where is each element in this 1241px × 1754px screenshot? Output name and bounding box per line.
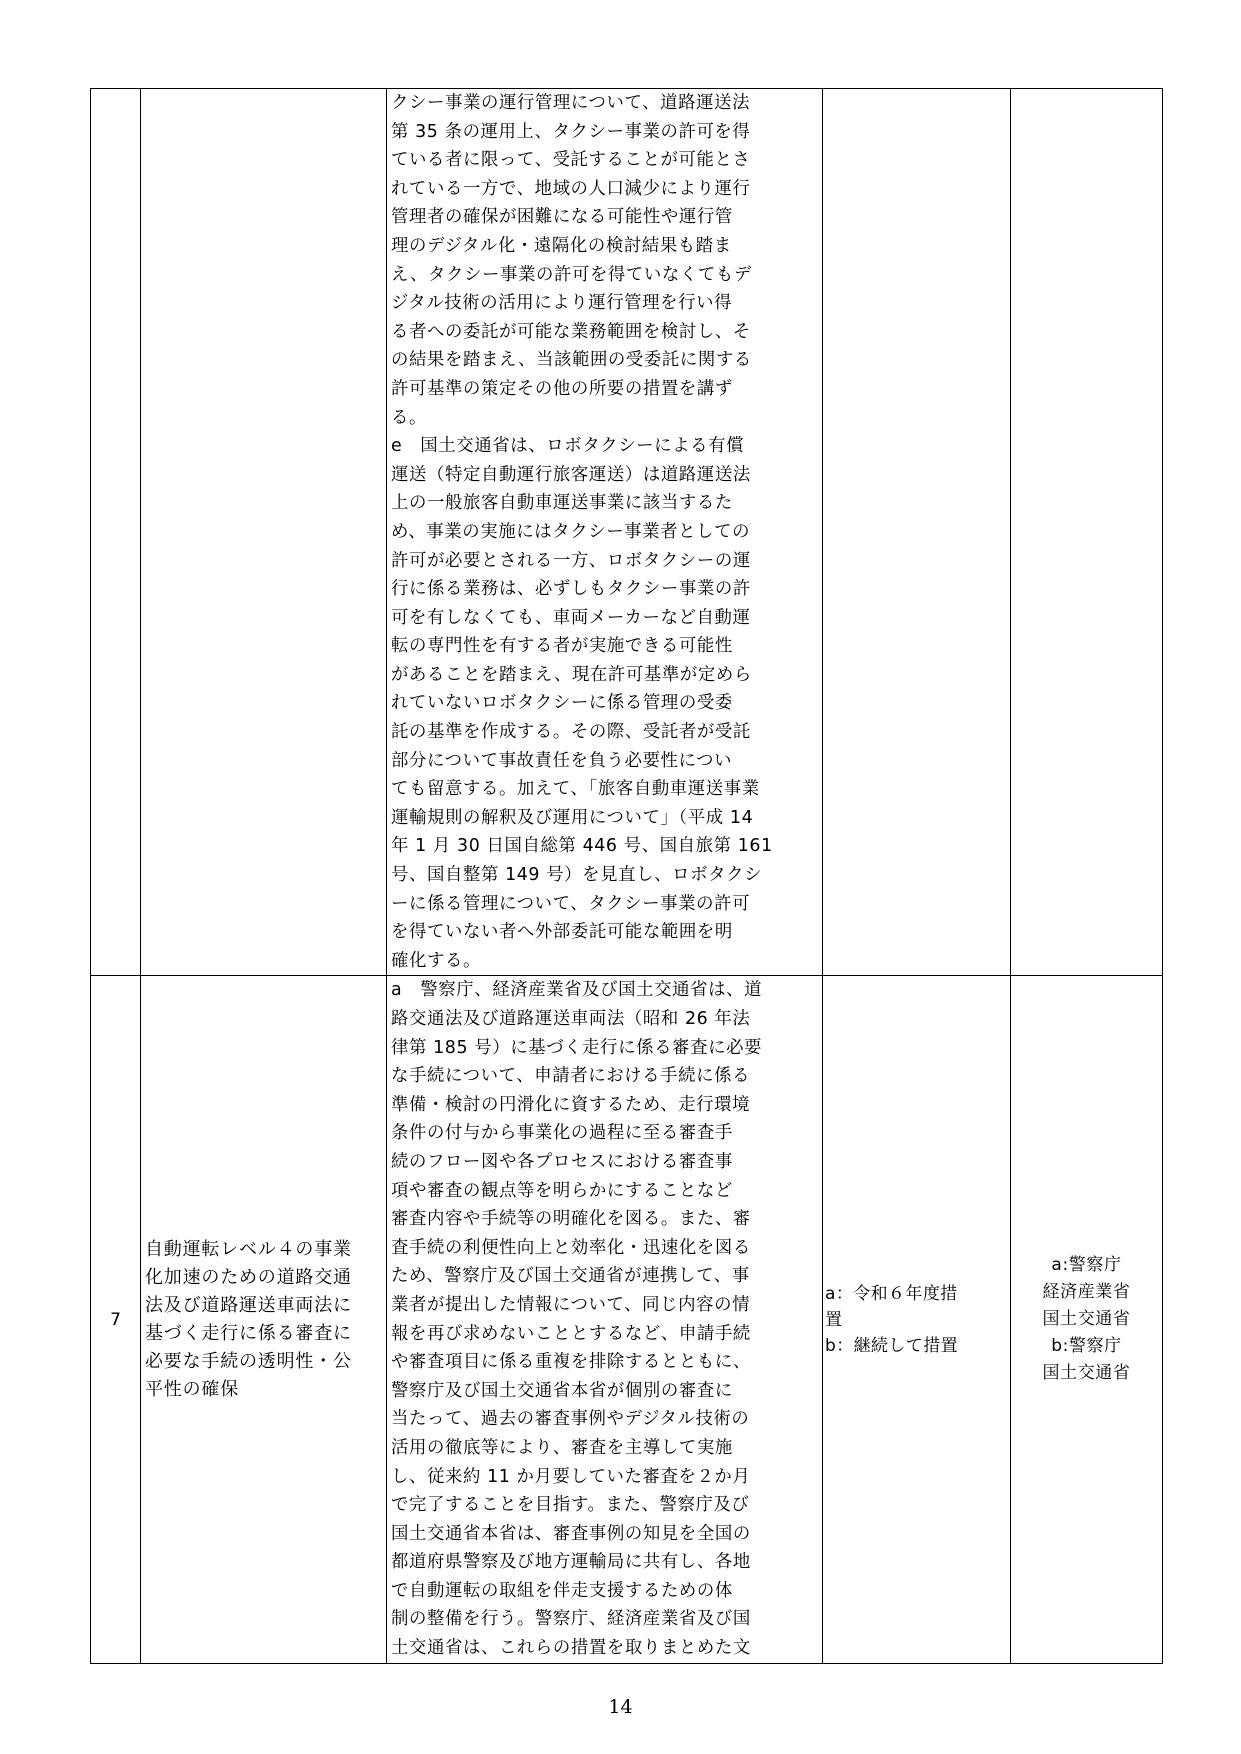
responsible-agencies: a:警察庁 経済産業省 国土交通省 b:警察庁 国土交通省 bbox=[1042, 1255, 1131, 1384]
number-cell bbox=[91, 89, 141, 976]
item-cell bbox=[141, 89, 387, 976]
content-cell bbox=[387, 89, 823, 976]
period-cell bbox=[823, 89, 1011, 976]
row-number: 7 bbox=[110, 1309, 121, 1330]
item-cell bbox=[141, 976, 387, 1663]
measure-content-text: クシー事業の運行管理について、道路運送法 第 35 条の運用上、タクシー事業の許可を得 ている者に限って、受託することが可能とさ れている一方で、地域の人口減少により運行 管理者の確保が困難になる可能性や運行管 理のデジタル化・遠隔化の検討結果も踏ま え、タクシー事業の許可を得ていなくてもデ ジタル技術の活用により運行管理を行い得 る者への委託が可能な業務範囲を検討し、そ の結果を踏まえ、当該範囲の受委託に関する 許可基準の策定その他の所要の措置を講ず る。 e 国土交通省は、ロボタクシーによる有償 運送（特定自動運行旅客運送）は道路運送法 上の一般旅客自動車運送事業に該当するた め、事業の実施にはタクシー事業者としての 許可が必要とされる一方、ロボタクシーの運 行に係る業務は、必ずしもタクシー事業の許 可を有しなくても、車両メーカーなど自動運 転の専門性を有する者が実施できる可能性 があることを踏まえ、現在許可基準が定めら れていないロボタクシーに係る管理の受委 託の基準を作成する。その際、受託者が受託 部分について事故責任を負う必要性につい ても留意する。加えて、「旅客自動車運送事業 運輸規則の解釈及び運用について」（平成 14 年 1 月 30 日国自総第 446 号、国自旅第 161 号、国自整第 149 号）を見直し、ロボタクシ ーに係る管理について、タクシー事業の許可 を得ていない者へ外部委託可能な範囲を明 確化する。 bbox=[391, 93, 773, 971]
item-title: 自動運転レベル４の事業 化加速のための道路交通 法及び道路運送車両法に 基づく走行に係る審査に 必要な手続の透明性・公 平性の確保 bbox=[145, 1238, 352, 1400]
table-row bbox=[91, 976, 1163, 1663]
period-cell bbox=[823, 976, 1011, 1663]
org-cell bbox=[1011, 976, 1163, 1663]
content-cell bbox=[387, 976, 823, 1663]
org-cell bbox=[1011, 89, 1163, 976]
measure-content-text: a 警察庁、経済産業省及び国土交通省は、道 路交通法及び道路運送車両法（昭和 26 年法 律第 185 号）に基づく走行に係る審査に必要 な手続について、申請者における手続に係る 準備・検討の円滑化に資するため、走行環境 条件の付与から事業化の過程に至る審査手 続のフロー図や各プロセスにおける審査事 項や審査の観点等を明らかにすることなど 審査内容や手続等の明確化を図る。また、審 査手続の利便性向上と効率化・迅速化を図る ため、警察庁及び国土交通省が連携して、事 業者が提出した情報について、同じ内容の情 報を再び求めないこととするなど、申請手続 や審査項目に係る重複を排除するとともに、 警察庁及び国土交通省本省が個別の審査に 当たって、過去の審査事例やデジタル技術の 活用の徹底等により、審査を主導して実施 し、従来約 11 か月要していた審査を２か月 で完了することを目指す。また、警察庁及び 国土交通省本省は、審査事例の知見を全国の 都道府県警察及び地方運輸局に共有し、各地 で自動運転の取組を伴走支援するための体 制の整備を行う。警察庁、経済産業省及び国 土交通省は、これらの措置を取りまとめた文 bbox=[391, 980, 763, 1659]
number-cell bbox=[91, 976, 141, 1663]
measures-table bbox=[90, 88, 1163, 1664]
page-number: 14 bbox=[608, 1696, 633, 1718]
implementation-period: a：令和６年度措 置 b：継続して措置 bbox=[825, 1283, 958, 1356]
table-row bbox=[91, 89, 1163, 976]
